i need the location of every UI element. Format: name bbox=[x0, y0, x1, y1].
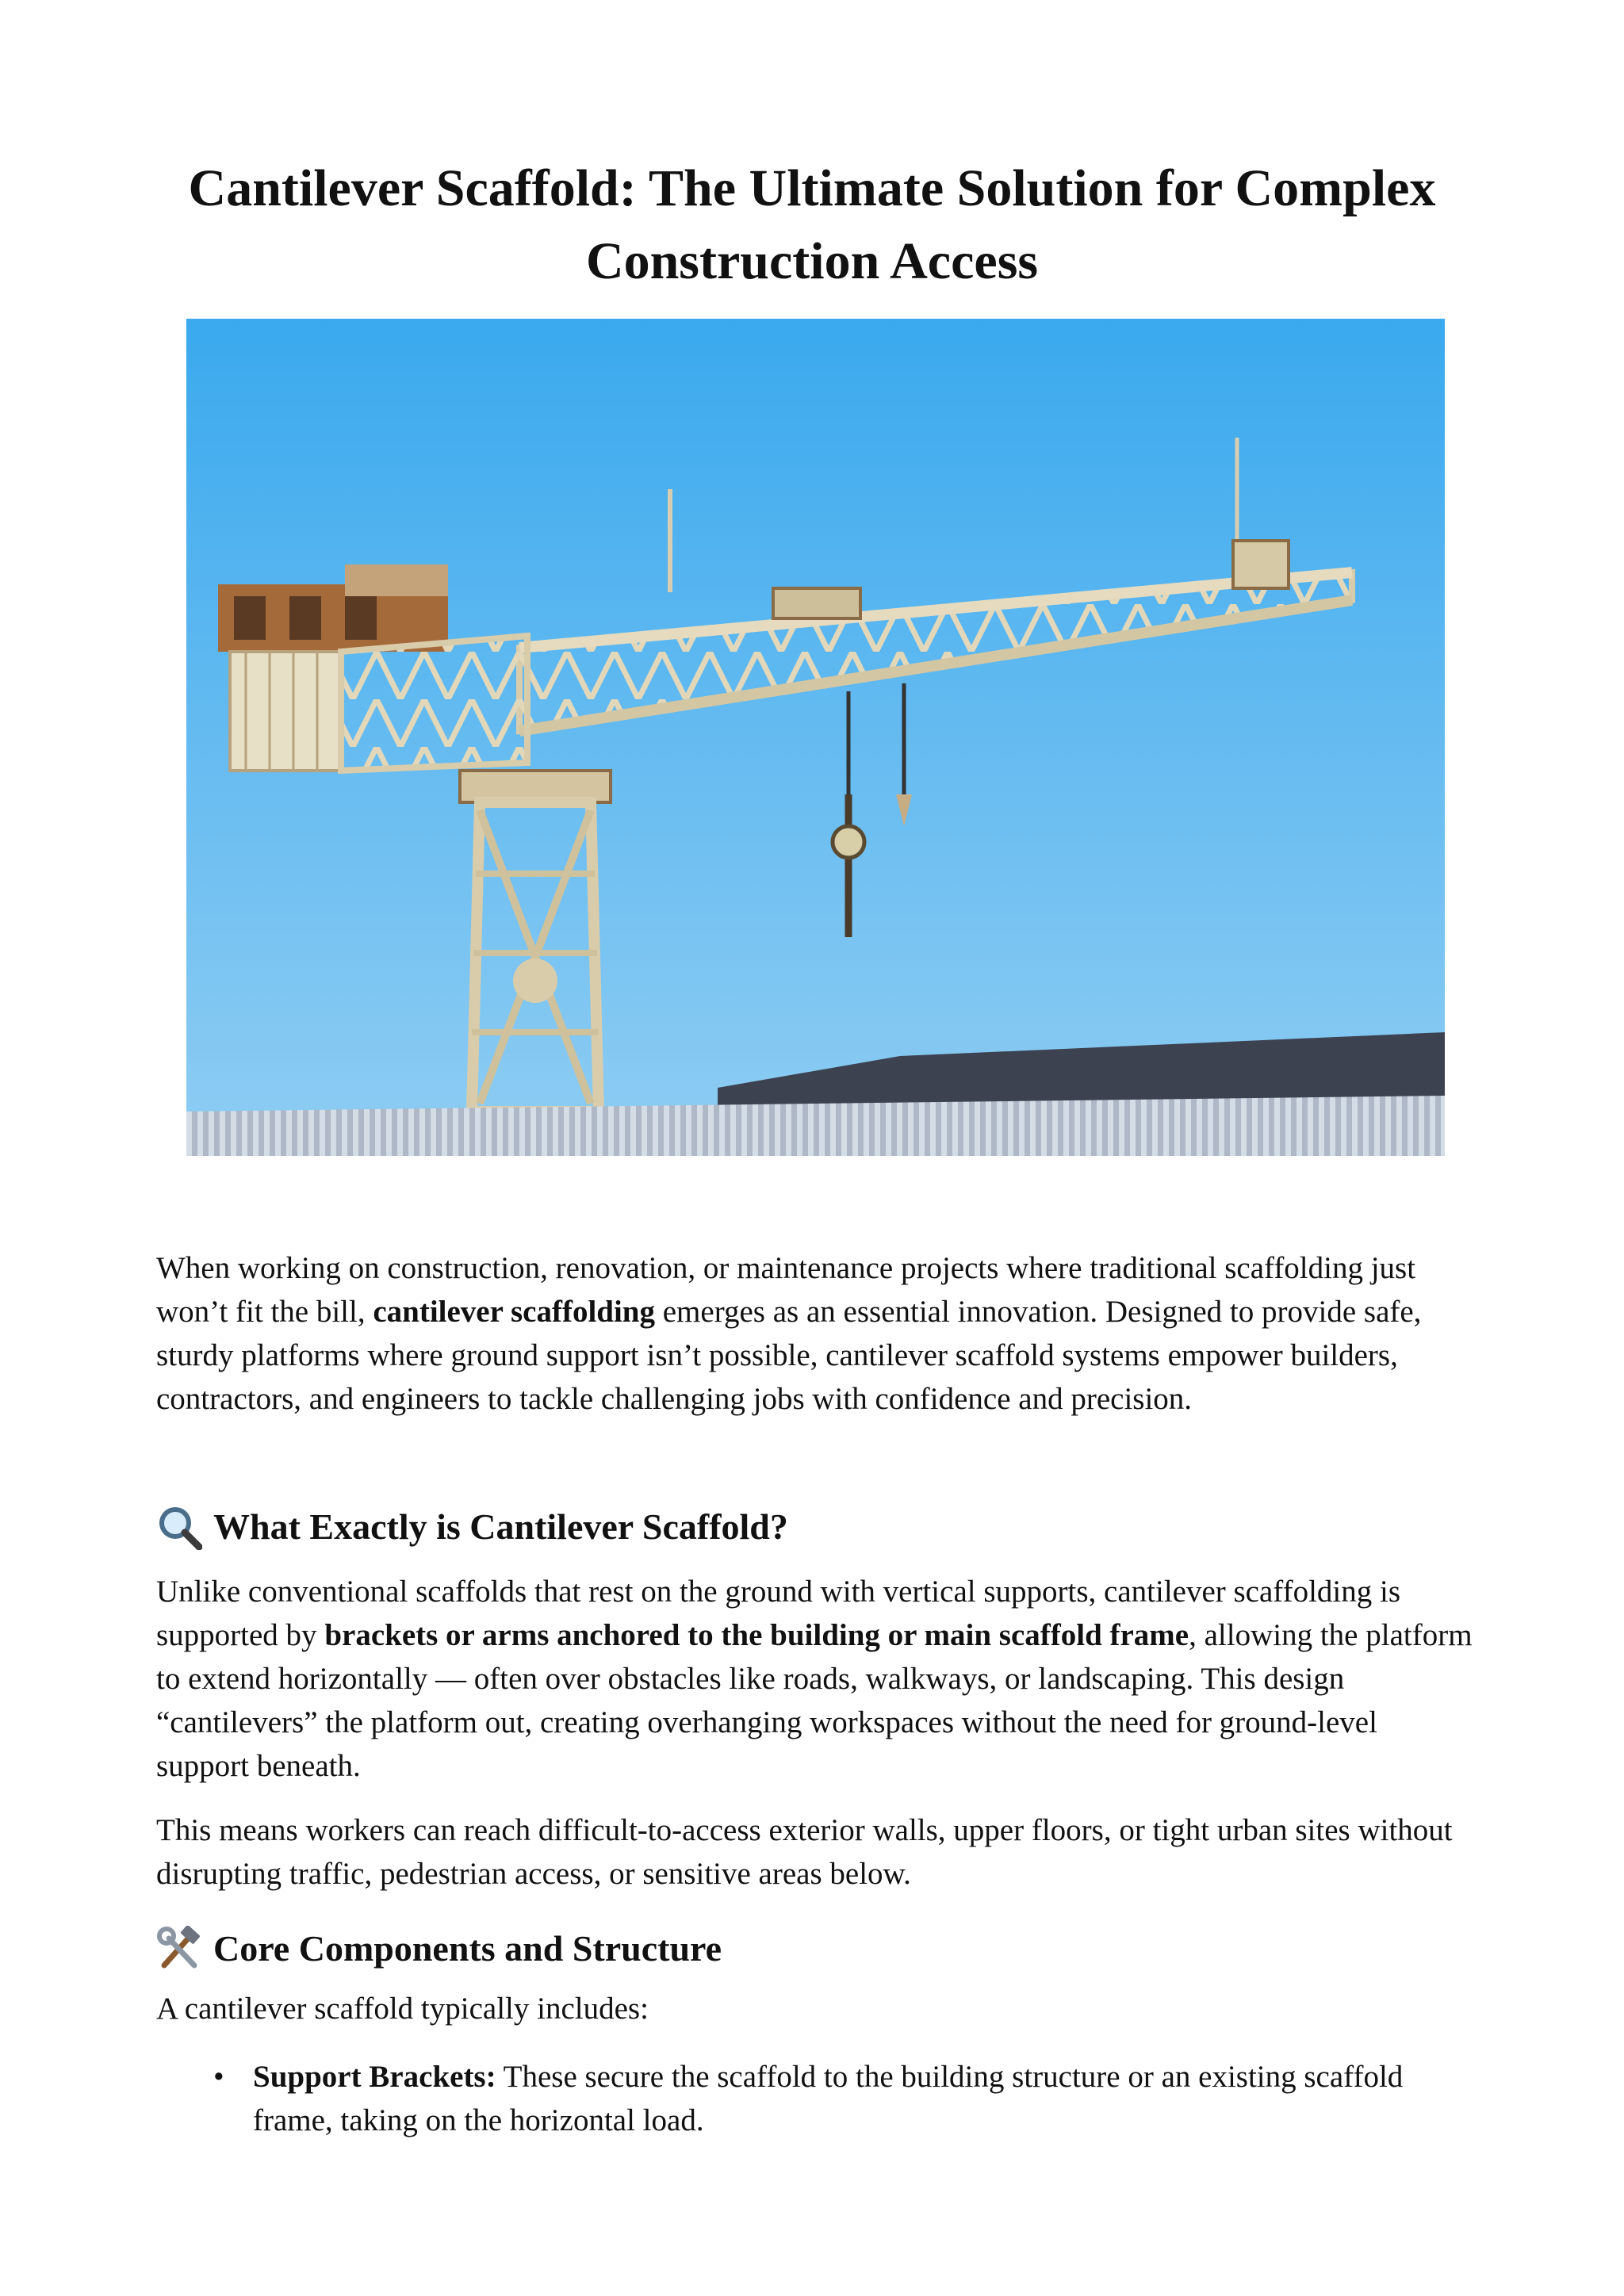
section1-p1-text-2: , allowing the platform to extend horizontally — often over obstacles like roads, walkways, or landscaping. This design “cantilevers” the platform out, creating overhanging workspaces without the need for ground-level support beneath. bbox=[156, 1618, 1473, 1783]
page-title: Cantilever Scaffold: The Ultimate Solution for Complex Construction Access bbox=[188, 159, 1436, 290]
section1-p1-bold: brackets or arms anchored to the building or main scaffold frame bbox=[324, 1618, 1189, 1652]
section1-p1-text-1: Unlike conventional scaffolds that rest on the ground with vertical supports, cantilever scaffolding is supported by bbox=[156, 1575, 1401, 1652]
crane-photo-icon bbox=[186, 319, 1445, 1156]
list-item-text: These secure the scaffold to the building structure or an existing scaffold frame, taking on the horizontal load. bbox=[253, 2060, 1404, 2137]
section-heading-components bbox=[156, 1925, 1476, 1973]
section-heading-what-is-text: What Exactly is Cantilever Scaffold? bbox=[213, 1506, 788, 1547]
section-heading-components-text: Core Components and Structure bbox=[213, 1928, 722, 1969]
bullet-dot-icon: • bbox=[213, 2060, 224, 2094]
intro-paragraph bbox=[156, 1246, 1476, 1421]
section1-paragraph-1 bbox=[156, 1570, 1476, 1788]
section-heading-what-is bbox=[156, 1503, 1476, 1551]
intro-bold: cantilever scaffolding bbox=[373, 1295, 655, 1329]
intro-text-2: emerges as an essential innovation. Designed to provide safe, sturdy platforms where ground support isn’t possible, cantilever scaffold systems empower builders, contractors, and engineers to tackle challenging jobs with confidence and precision. bbox=[156, 1295, 1422, 1416]
components-list bbox=[156, 2055, 1488, 2142]
section1-paragraph-2: This means workers can reach difficult-to-access exterior walls, upper floors, or tight urban sites without disrupting traffic, pedestrian access, or sensitive areas below. bbox=[156, 1813, 1453, 1891]
hammer-wrench-icon bbox=[156, 1926, 202, 1972]
list-item bbox=[156, 2055, 1488, 2142]
list-item-term: Support Brackets: bbox=[253, 2060, 496, 2094]
magnifier-icon bbox=[156, 1504, 202, 1550]
section2-intro: A cantilever scaffold typically includes: bbox=[156, 1992, 649, 2026]
crane-hero-image bbox=[186, 319, 1445, 1156]
intro-text-1: When working on construction, renovation, or maintenance projects where traditional scaffolding just won’t fit the bill, bbox=[156, 1251, 1416, 1329]
